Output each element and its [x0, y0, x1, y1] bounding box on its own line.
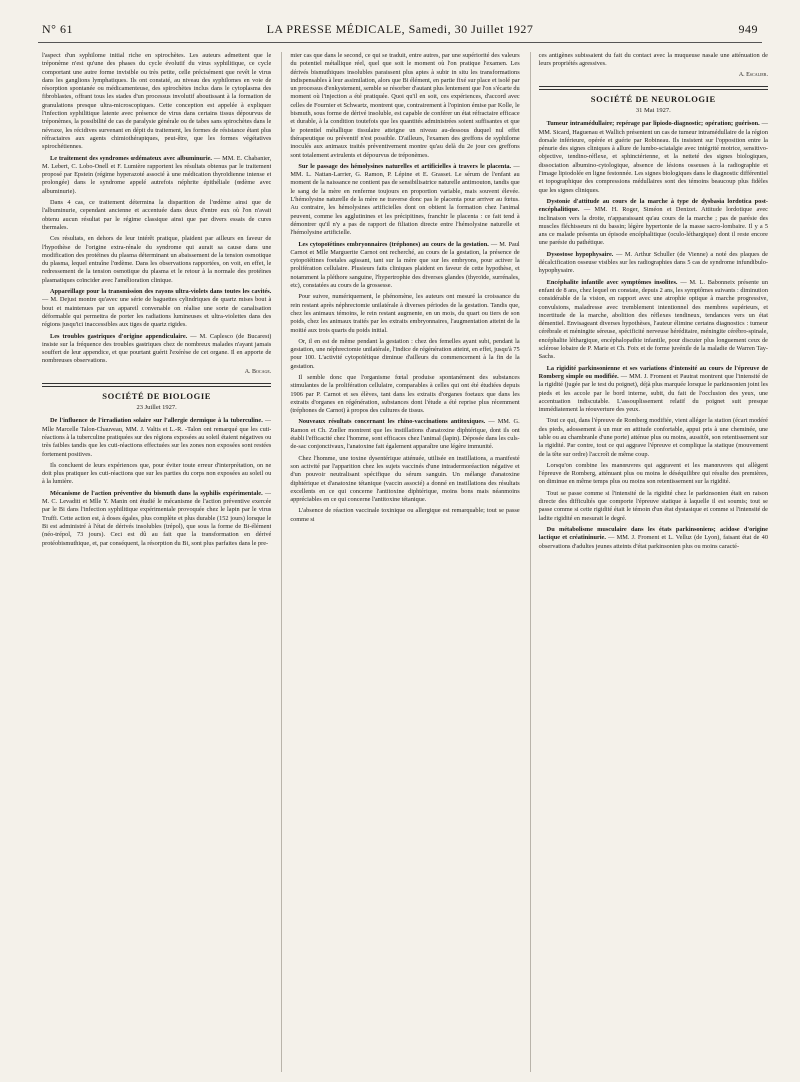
- article-text: — MM. J. Froment et L. Velluz (de Lyon), faisant état de 40 observations d'adultes jeunes atteints d'état parkinsonien plus ou moins caracté-: [538, 534, 768, 550]
- page-number: 949: [738, 22, 758, 36]
- column-2: [281, 52, 519, 1072]
- article: [42, 417, 271, 458]
- article: [42, 288, 271, 329]
- article: [290, 163, 519, 238]
- column-3: [530, 52, 768, 1072]
- article-text: — MM. H. Roger, Siméon et Denizet. Attitude lordotique avec inclinaison vers la droite, n'apparaissant qu'au cours de la marche ; pas de parésie des muscles fléchisseurs ni du bassin; légère hypertonie de la masse sacro-lombaire. Il y a 5 ans ce malade présenta un épisode encéphalitique (oculo-léthargique) dont il reste encore une parésie du pathétique.: [538, 206, 768, 247]
- article-text: — M. Dejust montre qu'avec une série de baguettes cylindriques de quartz mises bout à bout et maintenues par un appareil convenable on réalise une sorte de canalisation déformable qui permettra de porter les radiations lumineuses et ultra-violettes dans des régions jusqu'ici inaccessibles aux tiges de quartz rigides.: [42, 296, 272, 329]
- article-text: — MM. L. Nattan-Larrier, G. Ramon, P. Lépine et E. Grasset. Le sérum de l'enfant au moment de la naissance ne contient pas de sensibilisatrice naturelle antimouton, tandis que le sang de la mère en renferme toujours en proportion variable, mais souvent élevée. L'hémolysine naturelle de la mère ne traverse donc pas le placenta pour arriver au fœtus. Au contraire, les hémolysines artificielles dont on obtient la formation chez l'animal peuvent, comme les agglutinines et les précipitines, franchir le placenta : ce fait tend à démontrer qu'il n'y a pas de rapport de filiation directe entre l'hémolysine naturelle et l'hémolysine artificielle.: [290, 162, 520, 237]
- paragraph: Lorsqu'on combine les manœuvres qui aggravent et les manœuvres qui allègent l'épreuve de Romberg, atténuant plus ou moins le déséquilibre qui résulte des premières, on diminue en même temps plus ou moins son retentissement sur la rigidité.: [538, 461, 768, 486]
- article: [290, 241, 519, 291]
- section-date: 31 Mai 1927.: [635, 106, 671, 114]
- section-date: 23 Juillet 1927.: [136, 403, 177, 411]
- article-text: — M. Arthur Schuller (de Vienne) a noté des plaques de décalcification osseuse visibles sur les radiographies dans 5 cas de syndrome infundibulo-hypophysaire.: [538, 250, 768, 275]
- article-text: — M. C. Levaditi et Mlle Y. Manin ont étudié le mécanisme de l'action préventive exercée par le Bi dans l'infection syphilitique expérimentale provoquée chez le lapin par le virus Truffi. Cette action est, à doses égales, plus complète et plus durable (152 jours) lorsque le Bi est administré à l'état de dérivés insolubles (trépol), que sous la forme de Bi-élément (néo-trépol, 73 jours). Ceci est dû au fait que la transformation en dérivé protéobismuthique, et, par conséquent, la résorption du Bi, sont plus parfaites dans le pre-: [42, 489, 272, 547]
- article-title: Du métabolisme musculaire dans les états parkinsoniens; acidose d'origine lactique et créatininurie.: [538, 525, 768, 542]
- article-text: — M. Caplesco (de Bucarest) insiste sur la fréquence des troubles gastriques chez de nombreux malades n'ayant jamais souffert de leur appendice, et que pourtant guérit l'exérèse de cet organe. Il en apporte de nombreuses observations.: [42, 332, 272, 365]
- article: [290, 418, 519, 451]
- paragraph: Ils concluent de leurs expériences que, pour éviter toute erreur d'interprétation, on ne doit plus pratiquer les cuti-réactions que sur les parties du corps non exposées au soleil ou à la lumière.: [42, 461, 272, 486]
- article-text: — MM. Sicard, Haguenau et Wallich présentent un cas de tumeur intramédullaire de la région dorsale inférieure, opérée et guérie par Robineau. Ils insistent sur l'opposition entre la pénurie des signes cliniques à allure de lumbo-sciatalgie avec intégrité motrice, sensitivo-objective, tendino-réflexe, et sphinctérienne, et la netteté des signes biologiques, dissociation albumino-cytologique, absence de lésions osseuses à la radiographie et l'image lipiodolée en ligne festonnée. Les signes biologiques dans le diagnostic différentiel et topographique des compressions médullaires sont des témoins beaucoup plus fidèles que les signes cliniques.: [538, 120, 768, 194]
- article-title: Les troubles gastriques d'origine appendiculaire.: [50, 332, 188, 340]
- paragraph: ces antigènes subissaient du fait du contact avec la muqueuse nasale une atténuation de leurs propriétés agressives.: [538, 52, 768, 68]
- journal-title: LA PRESSE MÉDICALE, Samedi, 30 Juillet 1927: [266, 22, 534, 36]
- article-text: — MM. G. Ramon et Ch. Zœller montrent que les instillations d'anatoxine diphtérique, dont ils ont établi l'efficacité chez l'homme, sont efficaces chez l'animal (lapin). Déposée dans les culs-de-sac conjonctivaux, l'anatoxine fait également apparaître une légère immunité.: [290, 418, 520, 451]
- article-columns: [42, 52, 768, 1072]
- article: [42, 155, 271, 196]
- article-title: Nouveaux résultats concernant les rhino-vaccinations antitoxiques.: [298, 418, 486, 426]
- article-title: Dysostose hypophysaire.: [546, 250, 614, 258]
- article-title: Les cytopoïétines embryonnaires (tréphones) au cours de la gestation.: [298, 240, 489, 248]
- article-text: — M. L. Babonneix présente un enfant de 8 ans, chez lequel on constate, depuis 2 ans, les symptômes suivants : diminution considérable de la vision, en rapport avec une atrophie optique à marche progressive, convulsions, maladresse avec tremblement intentionnel des membres supérieurs, et incertitude de la marche, abolition des réflexes tendineux, tendances vers un état démentiel. Envisageant diverses hypothèses, l'auteur élimine certains diagnostics : tumeur cérébrale et méningite séreuse, spécificité nerveuse héréditaire, méningite cérébro-spinale, encéphalite léthargique, encéphalopathie infantile, pour discuter plus longuement ceux de sclérose lobaire de P. Marie et Ch. Foix et de forme juvénile de la maladie de Warren Tay-Sachs.: [538, 278, 768, 361]
- article-title: Tumeur intramédullaire; repérage par lipiodo-diagnostic; opération; guérison.: [546, 120, 760, 128]
- paragraph: l'aspect d'un syphilome initial riche en spirochètes. Les auteurs admettent que le tréponème n'est qu'une des phases du cycle évolutif du virus syphilitique, ce cycle comportant une autre forme invisible ou très petite, celle précisément que revêt le virus dans les ganglions lymphatiques. Ils ont constaté, au niveau des syphilomes en voie de résorption spontanée ou médicamenteuse, des spirochètes inclus dans le cytoplasma des fibroblastes, offrant tous les stades d'un processus involutif aboutissant à la formation de granulations presque ultra-microscopiques. Cette conception est appelée à expliquer l'infection syphilitique latente avec présence de virus dans certains tissus dépourvus de tréponèmes, la possibilité de cas de paralysie générale ou de tabes sans spirochètes dans le névraxe, les récidives survenant en dépit du traitement, les formes de résistance étant plus réfractaires aux agents chimiothérapiques, peut-être, que les formes végétatives spirochétiennes.: [42, 52, 272, 151]
- article-title: Appareillage pour la transmission des rayons ultra-violets dans toutes les cavités.: [50, 288, 272, 296]
- paragraph: Ces résultats, en dehors de leur intérêt pratique, plaident par ailleurs en faveur de l'hypothèse de l'origine extra-rénale du syndrome qui aurait sa cause dans une modification des protéines du plasma déterminant un abaissement de la tension osmotique du plasma, lequel entraîne l'œdème. Dans les observations rapportées, on voit, en effet, le redressement de la tension osmotique du plasma et le retour à la normale des protéines plasmatiques coïncider avec l'amélioration clinique.: [42, 235, 272, 284]
- article-title: Le traitement des syndromes œdémateux avec albuminurie.: [50, 154, 212, 162]
- article: [42, 333, 271, 366]
- article: [42, 490, 271, 548]
- paragraph: Pour suivre, numériquement, le phénomène, les auteurs ont mesuré la croissance du rein restant après néphrectomie unilatérale à diverses périodes de la gestation. Tandis que, chez les animaux témoins, le rein restant augmente, en un mois, du quart ou tiers de son poids, chez les animaux traités par les extraits embryonnaires, l'augmentation atteint de la moitié aux trois quarts du poids initial.: [290, 293, 520, 334]
- article-title: Mécanisme de l'action préventive du bismuth dans la syphilis expérimentale.: [50, 489, 263, 497]
- article-title: Encéphalite infantile avec symptômes insolites.: [546, 278, 678, 286]
- paragraph: Or, il en est de même pendant la gestation : chez des femelles ayant subi, pendant la gestation, une néphrectomie unilatérale, l'indice de régénération atteint, en effet, jusqu'à 75 pour 100. L'activité cytopoïétique diminue d'ailleurs du commencement à la fin de la gestation.: [290, 337, 520, 370]
- section-divider: [539, 86, 768, 90]
- article-title: Sur le passage des hémolysines naturelles et artificielles à travers le placenta.: [298, 162, 512, 170]
- article: [539, 251, 768, 276]
- article-text: — Mlle Marcelle Talon-Chauveau, MM. J. Valtis et L.-R. -Talon ont remarqué que les cuti-réactions à la tuberculine pratiquées sur des régions exposées au soleil étaient négatives ou très faibles tandis que les cuti-réactions effectuées sur les zones non exposées sont restées fortement positives.: [42, 417, 272, 458]
- section-title: SOCIÉTÉ DE BIOLOGIE: [102, 390, 212, 401]
- section-divider: [42, 383, 271, 387]
- paragraph: L'absence de réaction vaccinale toxinique ou allergique est remarquable; tout se passe comme si: [290, 507, 520, 523]
- article: [539, 120, 768, 195]
- paragraph: Il semble donc que l'organisme fœtal produise spontanément des substances stimulantes de la prolifération cellulaire, comparables à celles qui ont été étudiées depuis 1906 par P. Carnot et ses élèves, tant dans les extraits d'organes foetaux que dans les extraits d'organes en régénération, substances dont l'étude a été reprise plus récemment (tréphones de Carnot) à propos des cultures de tissus.: [290, 373, 520, 415]
- issue-number: N° 61: [42, 22, 73, 36]
- article: [539, 526, 768, 551]
- article-text: — MM. E. Chabanier, M. Lebert, C. Lobo-Onell et F. Lumière rapportent les résultats obtenus par le traitement proposé par Epstein (régime hyperazoté associé à une médication thyroïdienne intense et prolongée) dans le syndrome appelé autrefois néphrite épithéliale (œdème avec albuminurie).: [42, 154, 272, 195]
- article-title: De l'influence de l'irradiation solaire sur l'allergie dermique à la tuberculine.: [50, 417, 263, 425]
- paragraph: mier cas que dans le second, ce qui se traduit, entre autres, par une supériorité des valeurs du potentiel métallique réel, quel que soit le moment où l'on pratique l'examen. Les dérivés bismuthiques insolubles paraissent plus aptes à subir in situ les transformations indispensables à leur assimilation, alors que Bi élément, en partie fixé sur place et isolé par un processus d'enkystement, semble se résorber d'autant plus lentement que l'on s'écarte du moment où l'injection a été pratiquée. Quoi qu'il en soit, ces expériences, d'accord avec celles de Fournier et Schwartz, montrent que, contrairement à l'opinion émise par Kolle, le bismuth, sous forme de dérivé insoluble, est capable de conférer un état réfractaire efficace et durable, à la condition toutefois que les quantités administrées soient suffisantes et que le potentiel métallique tissulaire atteigne un niveau au-dessous duquel nul effet thérapeutique ou préventif n'est possible. D'ailleurs, l'examen des greffons de syphilome inoculés aux animaux traités préventivement montre qu'au delà du 2e jour ces greffons sont totalement avirulents et dépourvus de tréponèmes.: [290, 52, 520, 159]
- page-header: [38, 20, 762, 43]
- column-1: [42, 52, 271, 1072]
- article: [539, 198, 768, 248]
- paragraph: Tout se passe comme si l'intensité de la rigidité chez le parkinsonien était en raison directe des difficultés que comporte l'épreuve statique à laquelle il est soumis; tout se passe comme si cette rigidité était le témoin d'un état dystasique et comme si l'intensité de ladite rigidité en mesurait le degré.: [538, 489, 768, 522]
- article-title: Dystonie d'attitude au cours de la marche à type de dysbasia lordotica post-encéphalitique.: [538, 197, 768, 214]
- paragraph: Chez l'homme, une toxine dysentérique atténuée, utilisée en instillations, a manifesté son activité par l'apparition chez les sujets vaccinés d'une intradermoréaction négative et d'un pouvoir neutralisant spécifique du sérum sanguin. Un mélange d'anatoxine diphtérique et d'anatoxine tétanique (vaccin associé) a donné en instillations des résultats excellents en ce qui concerne l'antitoxine diphtérique, moins bons mais néanmoins appréciables en ce qui concerne l'antitoxine tétanique.: [290, 454, 520, 504]
- section-title: SOCIÉTÉ DE NEUROLOGIE: [590, 93, 716, 104]
- article-title: La rigidité parkinsonienne et ses variations d'intensité au cours de l'épreuve de Romberg simple ou modifiée.: [538, 364, 768, 380]
- paragraph: Tout ce qui, dans l'épreuve de Romberg modifiée, vient alléger la station (écart modéré des pieds, adossement à un mur en attitude confortable, appui pris à une cheminée, une table ou au chambranle d'une porte) atténue plus ou moins, aussitôt, son retentissement sur la rigidité. Par contre, tout ce qui aggrave l'épreuve et complique la statique (mouvement de la tête sur ordre) l'accroît de même coup.: [538, 417, 768, 458]
- signature: A. Escalier.: [738, 71, 768, 78]
- paragraph: Dans 4 cas, ce traitement détermina la disparition de l'œdème ainsi que de l'albuminurie, cependant ancienne et accentuée dans deux d'entre eux où l'on n'avait obtenu aucun résultat par le régime classique ainsi que par divers essais de cures thermales.: [42, 199, 272, 231]
- article: [539, 365, 768, 415]
- article-text: — MM. J. Froment et Pautrat montrent que l'intensité de la rigidité (jugée par le test du poignet), déjà plus marquée lorsque le parkinsonien joint les pieds et les accole par le bord interne, subit, du fait de l'occlusion des yeux, une accentuation indiscutable. L'assouplissement relatif du poignet suit presque immédiatement la réouverture des yeux.: [538, 372, 768, 414]
- article-text: — M. Paul Carnot et Mlle Marguerite Carnot ont recherché, au cours de la gestation, la présence de cytopoïétines foetales agissant, tant sur la mère que sur les embryons, pour activer la prolifération cellulaire. Plusieurs faits cliniques plaident en faveur de cette hypothèse, et notamment la pléthore sanguine, l'hypertrophie des diverses glandes (thyroïde, surrénales, etc), constatées au cours de la grossesse.: [290, 240, 520, 290]
- signature: A. Bocage.: [244, 368, 272, 375]
- article: [539, 279, 768, 362]
